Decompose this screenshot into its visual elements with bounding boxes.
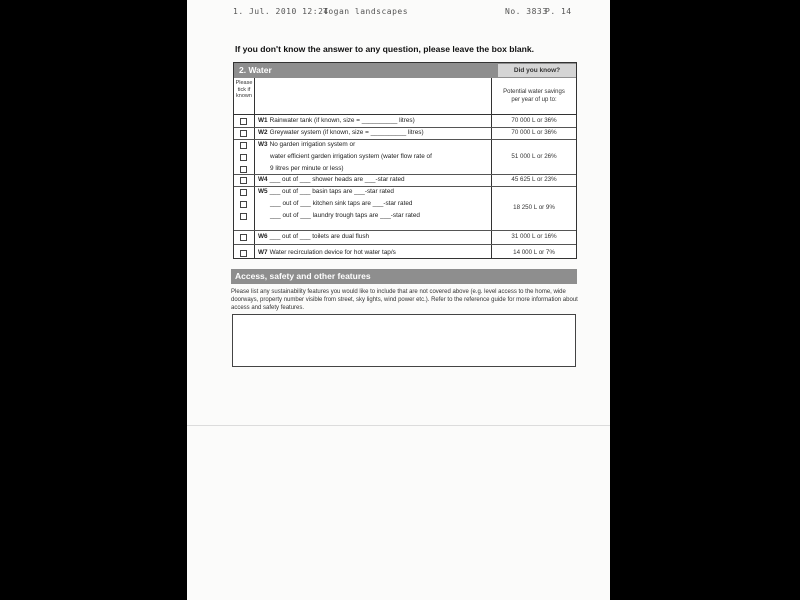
question-code: W7	[258, 248, 268, 256]
question-code: W5	[258, 188, 268, 195]
access-features-textbox[interactable]	[232, 314, 576, 367]
potential-saving: 31 000 L or 16%	[511, 233, 557, 240]
question-label: 9 litres per minute or less)	[270, 165, 344, 172]
tick-checkbox[interactable]	[240, 250, 247, 257]
question-code: W6	[258, 233, 268, 240]
tick-checkbox[interactable]	[240, 234, 247, 241]
access-section-header	[231, 269, 577, 284]
question-text	[258, 141, 355, 148]
question-text	[258, 233, 369, 240]
fax-sender: Togan landscapes	[323, 7, 409, 16]
tick-checkbox[interactable]	[240, 166, 247, 173]
question-code: W3	[258, 141, 268, 148]
question-label: No garden irrigation system or	[269, 141, 356, 148]
potential-saving: 70 000 L or 36%	[511, 117, 557, 124]
question-text	[258, 129, 424, 136]
savings-column-header: Potential water savings per year of up to:	[503, 89, 565, 103]
water-table-header	[234, 78, 576, 115]
question-text	[258, 249, 396, 256]
tick-checkbox[interactable]	[240, 213, 247, 220]
potential-saving: 51 000 L or 26%	[511, 152, 557, 160]
fax-page-number: P. 14	[545, 7, 572, 16]
water-row	[234, 230, 576, 245]
question-label: Water recirculation device for hot water tap/s	[269, 248, 396, 256]
question-label: Greywater system (if known, size = __________ litres)	[269, 129, 424, 136]
question-text	[270, 153, 432, 160]
question-text	[270, 212, 420, 219]
potential-saving: 14 000 L or 7%	[513, 248, 555, 256]
question-code: W4	[258, 176, 268, 183]
tick-checkbox[interactable]	[240, 118, 247, 125]
question-text	[258, 176, 405, 183]
tick-checkbox[interactable]	[240, 177, 247, 184]
water-row	[234, 186, 576, 231]
question-label: water efficient garden irrigation system (water flow rate of	[270, 153, 432, 160]
question-label: ___ out of ___ basin taps are ___-star rated	[269, 188, 394, 195]
question-label: ___ out of ___ kitchen sink taps are ___-star rated	[270, 200, 413, 207]
tick-column-header: Please tick if known	[235, 80, 253, 99]
fax-number: No. 3833	[505, 7, 548, 16]
tick-checkbox[interactable]	[240, 201, 247, 208]
question-label: ___ out of ___ shower heads are ___-star rated	[269, 176, 405, 183]
water-section-header	[234, 63, 576, 78]
instruction-text: If you don't know the answer to any question, please leave the box blank.	[235, 44, 535, 54]
question-label: ___ out of ___ laundry trough taps are ___-star rated	[270, 212, 420, 219]
potential-saving: 45 625 L or 23%	[511, 176, 557, 183]
tick-checkbox[interactable]	[240, 189, 247, 196]
question-text	[258, 188, 394, 195]
question-text	[270, 165, 344, 172]
potential-saving: 70 000 L or 36%	[511, 129, 557, 136]
question-text	[258, 117, 415, 124]
access-description: Please list any sustainability features you would like to include that are not covered above (e.g. level access to the home, wide doorways, property number visible from street, sky lights, wind power etc.). Refer to the reference guide for more information about access and safety features.	[231, 289, 578, 311]
tick-checkbox[interactable]	[240, 154, 247, 161]
potential-saving: 18 250 L or 9%	[513, 204, 555, 211]
water-section-title: 2. Water	[239, 65, 272, 75]
fax-page	[187, 0, 610, 600]
page-fold-line	[187, 425, 610, 426]
did-you-know-label: Did you know?	[498, 64, 576, 77]
water-section	[233, 62, 577, 259]
tick-checkbox[interactable]	[240, 130, 247, 137]
question-text	[270, 200, 412, 207]
question-label: ___ out of ___ toilets are dual flush	[269, 233, 370, 240]
access-section-title: Access, safety and other features	[235, 271, 371, 281]
water-row	[234, 244, 576, 261]
tick-checkbox[interactable]	[240, 142, 247, 149]
question-label: Rainwater tank (if known, size = __________ litres)	[269, 117, 415, 124]
fax-datetime: 1. Jul. 2010 12:24	[233, 7, 329, 16]
question-code: W1	[258, 117, 268, 124]
question-code: W2	[258, 129, 268, 136]
water-row	[234, 139, 576, 175]
